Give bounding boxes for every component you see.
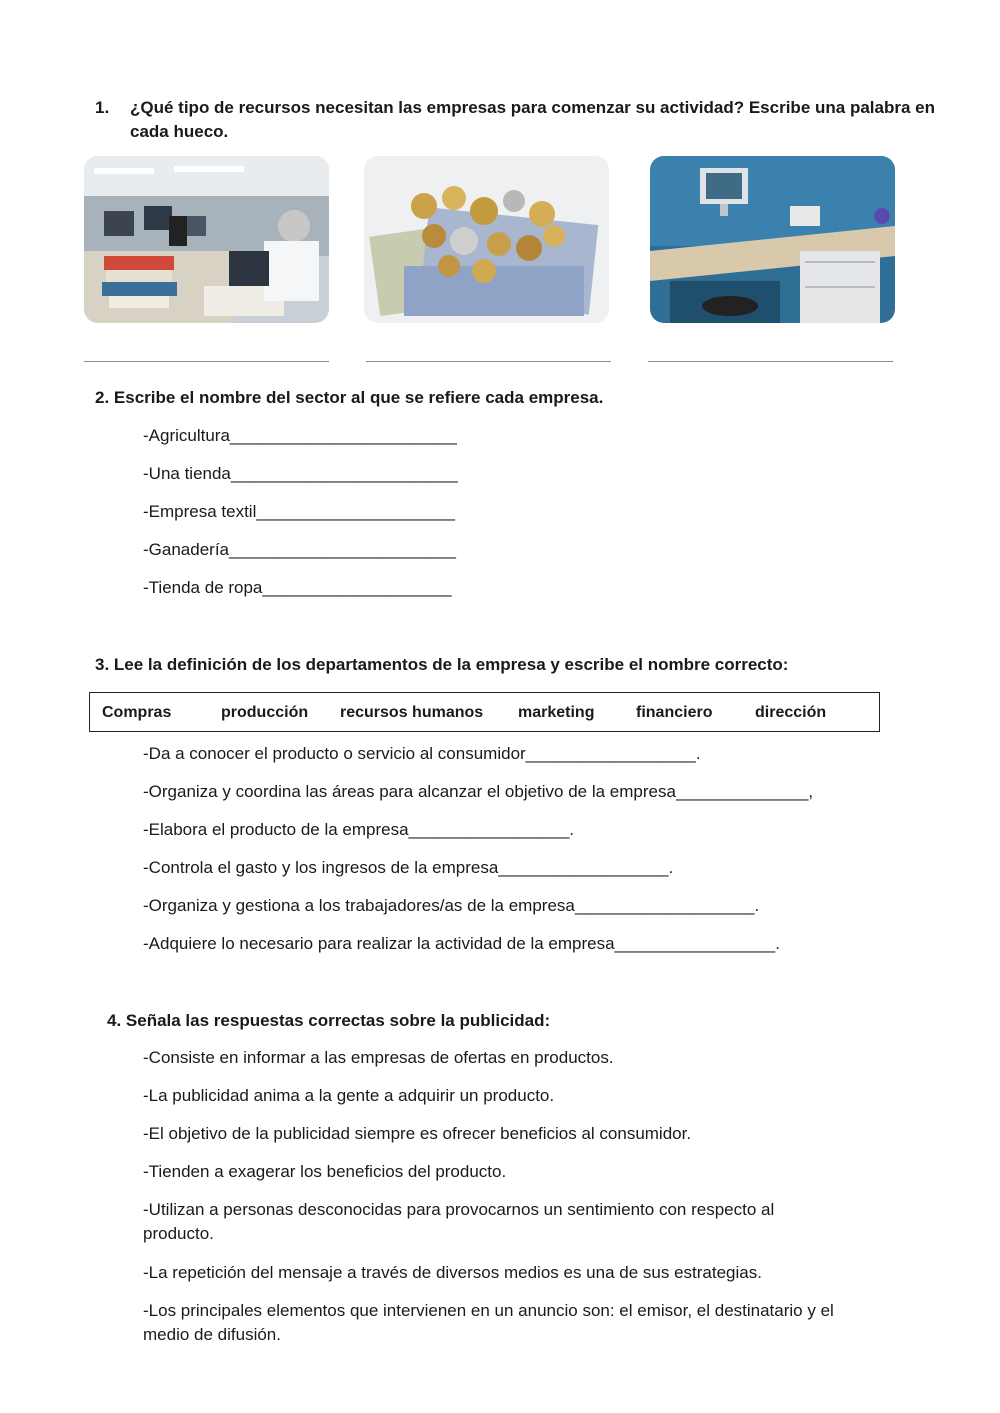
question-3-title: 3. Lee la definición de los departamentos de la empresa y escribe el nombre correcto:	[95, 655, 789, 674]
sector-item[interactable]: -Ganadería________________________	[143, 540, 456, 559]
advertising-statement[interactable]: -Tienden a exagerar los beneficios del producto.	[143, 1162, 507, 1181]
department-definition[interactable]: -Adquiere lo necesario para realizar la actividad de la empresa_________________.	[143, 934, 780, 953]
question-2-title: 2. Escribe el nombre del sector al que se refiere cada empresa.	[95, 388, 604, 407]
department-definition[interactable]: -Organiza y coordina las áreas para alcanzar el objetivo de la empresa______________,	[143, 782, 814, 801]
question-4-title: 4. Señala las respuestas correctas sobre la publicidad:	[107, 1011, 551, 1030]
word-bank-item: producción	[221, 704, 309, 721]
sector-item[interactable]: -Una tienda________________________	[143, 464, 458, 483]
question-1-text: ¿Qué tipo de recursos necesitan las empresas para comenzar su actividad? Escribe una palabra en cada hueco.	[130, 98, 935, 141]
word-bank	[89, 692, 880, 732]
department-definition[interactable]: -Da a conocer el producto o servicio al consumidor__________________.	[143, 744, 701, 763]
advertising-statement[interactable]: -Los principales elementos que intervienen en un anuncio son: el emisor, el destinatario y el medio de difusión.	[143, 1301, 834, 1344]
advertising-statement[interactable]: -Consiste en informar a las empresas de ofertas en productos.	[143, 1048, 614, 1067]
euro-money-photo-icon	[364, 156, 609, 323]
word-bank-item: dirección	[755, 704, 827, 721]
advertising-statement[interactable]: -El objetivo de la publicidad siempre es ofrecer beneficios al consumidor.	[143, 1124, 692, 1143]
department-definition[interactable]: -Organiza y gestiona a los trabajadores/as de la empresa___________________.	[143, 896, 760, 915]
sector-item[interactable]: -Tienda de ropa____________________	[143, 578, 452, 597]
sector-item[interactable]: -Agricultura________________________	[143, 426, 457, 445]
answer-line-2[interactable]	[366, 361, 611, 362]
advertising-statement[interactable]: -La repetición del mensaje a través de diversos medios es una de sus estrategias.	[143, 1263, 762, 1282]
question-1-number: 1.	[95, 98, 110, 117]
department-definition[interactable]: -Elabora el producto de la empresa_________________.	[143, 820, 574, 839]
office-desk-photo-icon	[650, 156, 895, 323]
answer-line-3[interactable]	[648, 361, 893, 362]
sector-item[interactable]: -Empresa textil_____________________	[143, 502, 455, 521]
office-workers-photo-icon	[84, 156, 329, 323]
word-bank-item: recursos humanos	[340, 704, 484, 721]
advertising-statement[interactable]: -La publicidad anima a la gente a adquirir un producto.	[143, 1086, 555, 1105]
advertising-statement[interactable]: -Utilizan a personas desconocidas para provocarnos un sentimiento con respecto al producto.	[143, 1200, 775, 1243]
department-definition[interactable]: -Controla el gasto y los ingresos de la empresa__________________.	[143, 858, 674, 877]
question-1-title	[95, 96, 965, 144]
word-bank-item: marketing	[518, 704, 595, 721]
word-bank-item: Compras	[102, 704, 172, 721]
word-bank-item: financiero	[636, 704, 713, 721]
answer-line-1[interactable]	[84, 361, 329, 362]
